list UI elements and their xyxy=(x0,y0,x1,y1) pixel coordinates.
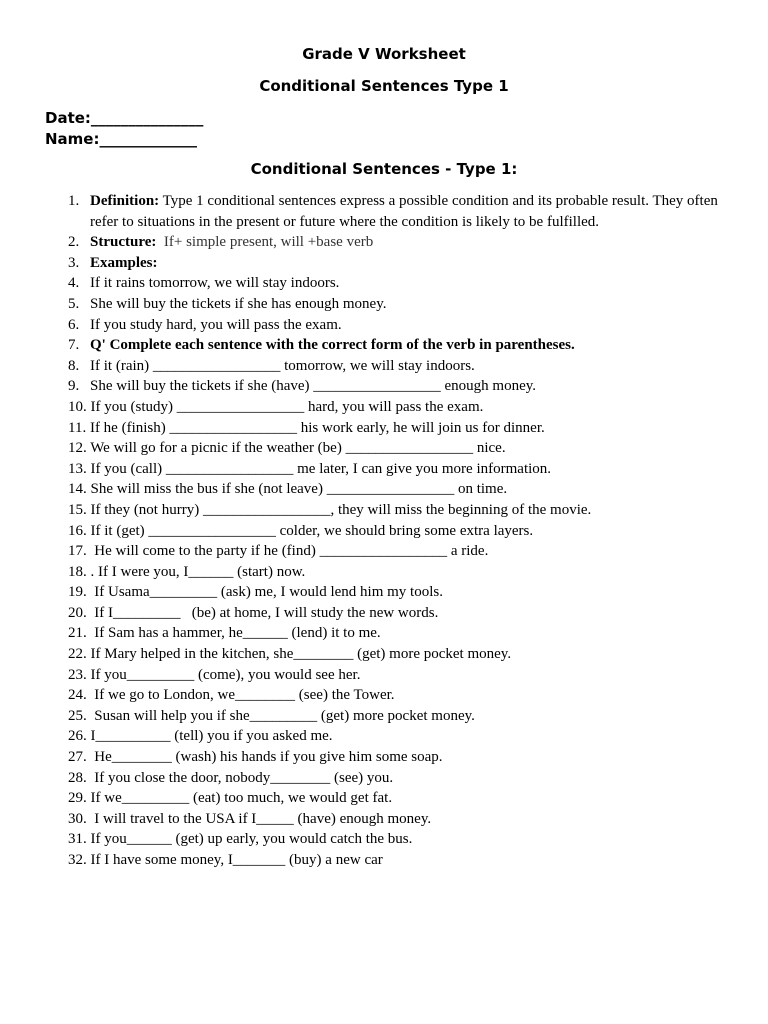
list-item xyxy=(0,747,768,768)
worksheet-title: Grade V Worksheet xyxy=(302,45,466,63)
item-body: 28. If you close the door, nobody________ (see) you. xyxy=(68,769,394,786)
item-text xyxy=(90,335,575,356)
item-number: 9. xyxy=(68,378,80,395)
item-text xyxy=(68,706,475,727)
item-number: 6. xyxy=(68,316,80,333)
item-text xyxy=(68,747,443,768)
item-bold-label: Definition: xyxy=(90,193,160,209)
item-number: 4. xyxy=(68,275,80,292)
list-item xyxy=(0,521,768,542)
item-body: 10. If you (study) _________________ hard, you will pass the exam. xyxy=(68,398,484,415)
list-item xyxy=(0,376,768,397)
item-text xyxy=(68,397,483,418)
item-body: She will buy the tickets if she (have) _________________ enough money. xyxy=(90,378,537,395)
item-body: If+ simple present, will +base verb xyxy=(156,234,374,251)
item-text xyxy=(68,479,507,500)
list-item xyxy=(0,541,768,562)
item-text xyxy=(90,294,386,315)
list-item xyxy=(0,644,768,665)
item-body: 14. She will miss the bus if she (not leave) _________________ on time. xyxy=(68,481,508,498)
item-number: 3. xyxy=(68,254,80,271)
item-number: 2. xyxy=(68,234,80,251)
item-text xyxy=(68,500,591,521)
list-item xyxy=(0,562,768,583)
item-body: 23. If you_________ (come), you would see her. xyxy=(68,666,361,683)
item-body: 16. If it (get) _________________ colder, we should bring some extra layers. xyxy=(68,522,534,539)
item-text xyxy=(90,232,373,253)
item-number: 8. xyxy=(68,357,80,374)
list-item xyxy=(0,665,768,686)
item-body: 19. If Usama_________ (ask) me, I would lend him my tools. xyxy=(68,584,443,601)
list-item xyxy=(0,418,768,439)
item-body: 25. Susan will help you if she_________ (get) more pocket money. xyxy=(68,707,475,724)
item-text xyxy=(68,829,412,850)
item-body: 17. He will come to the party if he (find) _________________ a ride. xyxy=(68,543,489,560)
item-body: 24. If we go to London, we________ (see) the Tower. xyxy=(68,687,395,704)
list-item xyxy=(0,479,768,500)
item-text xyxy=(68,788,392,809)
list-item xyxy=(0,273,768,294)
list-item xyxy=(0,809,768,830)
item-body: 32. If I have some money, I_______ (buy) a new car xyxy=(68,852,383,868)
item-text xyxy=(68,438,506,459)
list-item xyxy=(0,706,768,727)
list-item xyxy=(0,500,768,521)
item-body: If you study hard, you will pass the exam. xyxy=(90,316,342,333)
item-text xyxy=(68,418,545,439)
item-text xyxy=(68,562,305,583)
item-text xyxy=(68,541,488,562)
item-body: 26. I__________ (tell) you if you asked me. xyxy=(68,728,333,745)
item-text xyxy=(68,665,360,686)
item-text xyxy=(68,768,393,789)
list-item xyxy=(0,459,768,480)
list-item xyxy=(0,294,768,315)
item-body: 29. If we_________ (eat) too much, we would get fat. xyxy=(68,790,393,807)
list-item xyxy=(0,726,768,747)
item-number: 1. xyxy=(68,193,80,209)
item-text xyxy=(90,376,536,397)
item-text xyxy=(68,603,438,624)
item-body: 11. If he (finish) _________________ his work early, he will join us for dinner. xyxy=(68,419,545,436)
name-field: Name:_____________ xyxy=(45,130,197,148)
exercise-list xyxy=(0,191,768,871)
item-body: If it rains tomorrow, we will stay indoors. xyxy=(90,275,340,292)
item-text xyxy=(68,521,533,542)
item-body: 13. If you (call) _________________ me later, I can give you more information. xyxy=(68,460,552,477)
list-item xyxy=(0,788,768,809)
list-item xyxy=(0,397,768,418)
item-body: If it (rain) _________________ tomorrow, we will stay indoors. xyxy=(90,357,475,374)
item-body: She will buy the tickets if she has enough money. xyxy=(90,295,387,312)
list-item xyxy=(0,191,768,232)
item-number: 5. xyxy=(68,295,80,312)
item-text xyxy=(68,726,333,747)
list-item xyxy=(0,685,768,706)
list-item xyxy=(0,438,768,459)
item-text xyxy=(68,685,395,706)
item-body: 18. . If I were you, I______ (start) now. xyxy=(68,563,306,580)
list-item xyxy=(0,603,768,624)
item-bold-label: Structure: xyxy=(90,234,157,251)
list-item xyxy=(0,335,768,356)
item-bold-label: Q' Complete each sentence with the correct form of the verb in parentheses. xyxy=(90,337,575,354)
item-body: 21. If Sam has a hammer, he______ (lend) it to me. xyxy=(68,625,381,642)
item-number: 7. xyxy=(68,337,80,354)
list-item xyxy=(0,582,768,603)
item-body: 30. I will travel to the USA if I_____ (have) enough money. xyxy=(68,810,432,827)
item-text xyxy=(90,191,730,232)
item-body: 15. If they (not hurry) _________________, they will miss the beginning of the movie. xyxy=(68,501,592,518)
item-text xyxy=(68,459,551,480)
list-item xyxy=(0,253,768,274)
item-text xyxy=(90,315,342,336)
item-text xyxy=(68,644,511,665)
section-title: Conditional Sentences - Type 1: xyxy=(250,160,518,178)
item-text xyxy=(90,273,339,294)
worksheet-subtitle: Conditional Sentences Type 1 xyxy=(259,77,509,95)
list-item xyxy=(0,768,768,789)
item-text xyxy=(68,809,431,830)
item-text xyxy=(68,850,383,871)
item-text xyxy=(68,623,381,644)
item-body: Type 1 conditional sentences express a possible condition and its probable result. They often refer to situations in the present or future where the condition is likely to be fulfilled. xyxy=(90,193,722,230)
list-item xyxy=(0,829,768,850)
item-text xyxy=(68,582,443,603)
list-item xyxy=(0,232,768,253)
item-bold-label: Examples: xyxy=(90,254,158,271)
item-body: 22. If Mary helped in the kitchen, she________ (get) more pocket money. xyxy=(68,646,512,663)
list-item xyxy=(0,315,768,336)
list-item xyxy=(0,850,768,871)
item-body: 12. We will go for a picnic if the weather (be) _________________ nice. xyxy=(68,440,506,457)
date-field: Date:_______________ xyxy=(45,109,204,127)
list-item xyxy=(0,356,768,377)
item-body: 20. If I_________ (be) at home, I will study the new words. xyxy=(68,604,439,621)
item-text xyxy=(90,356,475,377)
item-body: 27. He________ (wash) his hands if you give him some soap. xyxy=(68,749,443,766)
item-body: 31. If you______ (get) up early, you would catch the bus. xyxy=(68,831,413,848)
list-item xyxy=(0,623,768,644)
item-text xyxy=(90,253,158,274)
